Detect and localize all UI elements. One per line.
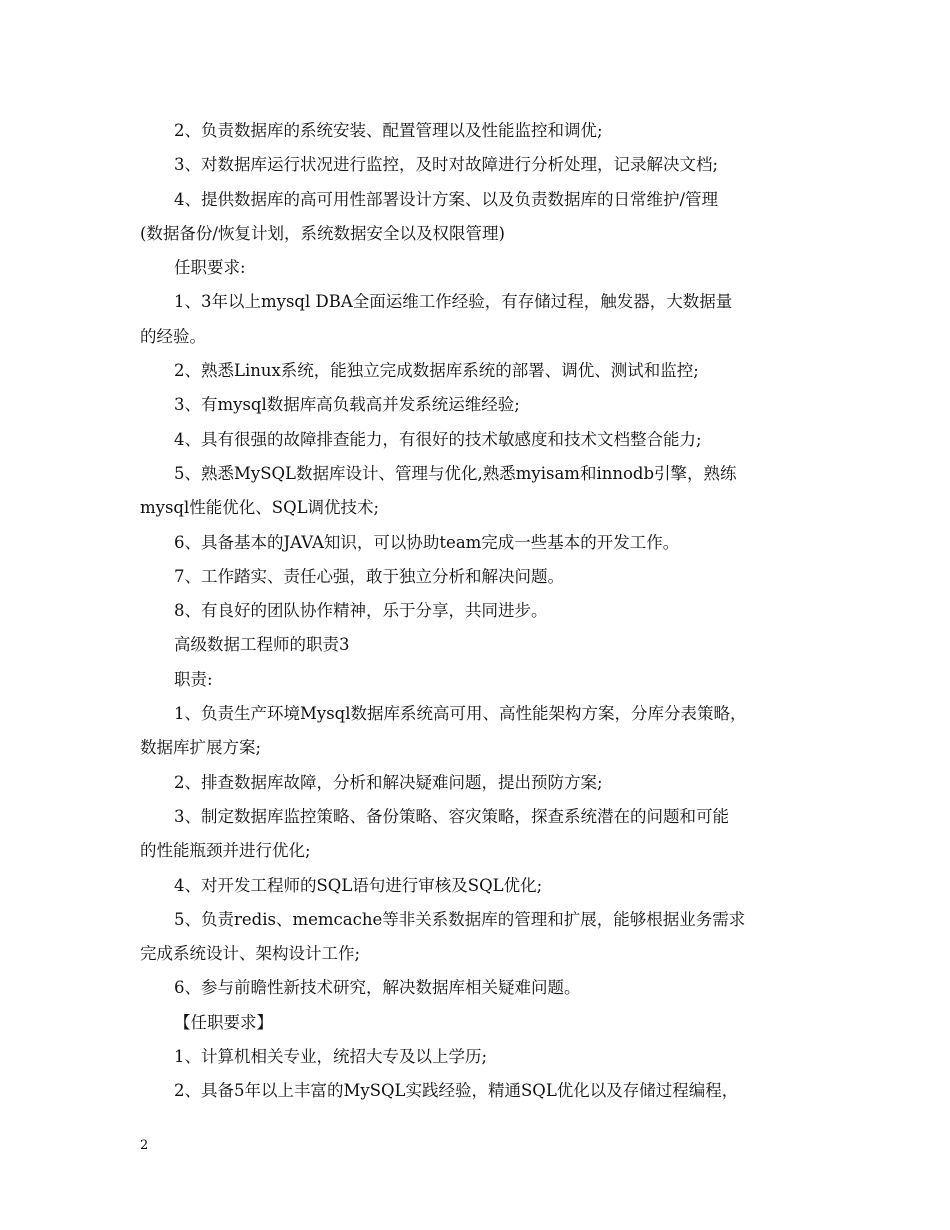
text-line: 3、制定数据库监控策略、备份策略、容灾策略，探查系统潜在的问题和可能 — [174, 806, 729, 826]
text-line: 1、负责生产环境Mysql数据库系统高可用、高性能架构方案，分库分表策略， — [174, 704, 747, 724]
text-line: 5、负责redis、memcache等非关系数据库的管理和扩展，能够根据业务需求 — [174, 909, 746, 929]
text-line: 2、具备5年以上丰富的MySQL实践经验，精通SQL优化以及存储过程编程， — [174, 1081, 739, 1101]
text-line: 的性能瓶颈并进行优化; — [140, 841, 311, 861]
text-line: 8、有良好的团队协作精神，乐于分享，共同进步。 — [174, 601, 548, 621]
text-line: 1、3年以上mysql DBA全面运维工作经验，有存储过程，触发器，大数据量 — [174, 292, 733, 312]
text-line: 的经验。 — [140, 326, 206, 346]
page-number: 2 — [140, 1138, 149, 1153]
text-line: 4、具有很强的故障排查能力，有很好的技术敏感度和技术文档整合能力; — [174, 429, 702, 449]
text-line: 2、负责数据库的系统安装、配置管理以及性能监控和调优; — [174, 121, 603, 140]
text-line: 4、提供数据库的高可用性部署设计方案、以及负责数据库的日常维护/管理 — [174, 189, 719, 209]
text-line: 7、工作踏实、责任心强，敢于独立分析和解决问题。 — [174, 566, 564, 586]
text-line: 高级数据工程师的职责3 — [174, 635, 350, 655]
text-line: (数据备份/恢复计划，系统数据安全以及权限管理) — [140, 223, 505, 243]
text-line: 5、熟悉MySQL数据库设计、管理与优化,熟悉myisam和innodb引擎，熟练 — [174, 463, 737, 483]
text-line: 1、计算机相关专业，统招大专及以上学历; — [174, 1047, 488, 1067]
text-line: 3、对数据库运行状况进行监控，及时对故障进行分析处理，记录解决文档; — [174, 155, 719, 175]
text-line: 2、熟悉Linux系统，能独立完成数据库系统的部署、调优、测试和监控; — [174, 361, 699, 381]
text-line: 2、排查数据库故障，分析和解决疑难问题，提出预防方案; — [174, 772, 603, 792]
text-line: mysql性能优化、SQL调优技术; — [140, 498, 380, 518]
text-line: 数据库扩展方案; — [140, 738, 262, 758]
text-line: 4、对开发工程师的SQL语句进行审核及SQL优化; — [174, 875, 543, 895]
text-line: 【任职要求】 — [174, 1012, 273, 1032]
text-line: 职责: — [174, 669, 213, 689]
text-line: 6、参与前瞻性新技术研究，解决数据库相关疑难问题。 — [174, 978, 581, 998]
text-line: 6、具备基本的JAVA知识，可以协助team完成一些基本的开发工作。 — [174, 532, 680, 552]
text-line: 任职要求: — [174, 258, 246, 278]
document-body — [140, 114, 816, 1109]
text-line: 3、有mysql数据库高负载高并发系统运维经验; — [174, 395, 520, 415]
text-line: 完成系统设计、架构设计工作; — [140, 944, 361, 964]
